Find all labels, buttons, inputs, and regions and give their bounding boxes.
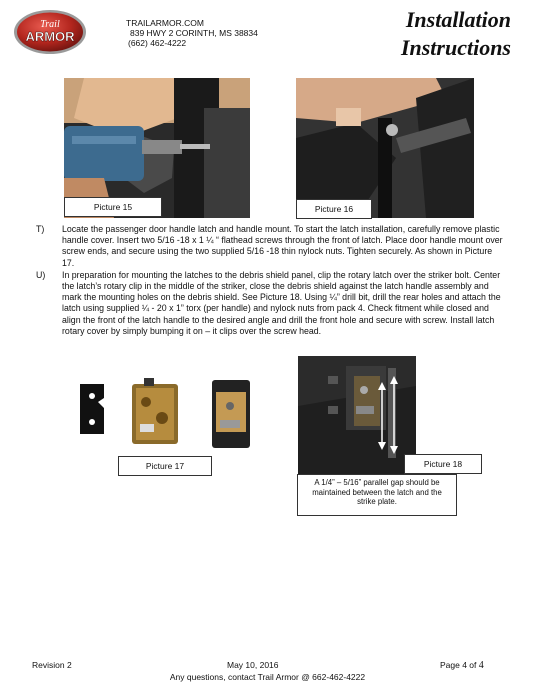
picture-18-label: Picture 18	[423, 459, 463, 469]
trail-armor-logo	[12, 8, 88, 56]
picture-17-label: Picture 17	[145, 461, 185, 471]
title-line-2: Instructions	[400, 35, 511, 60]
page-title	[401, 6, 511, 62]
instruction-steps	[36, 224, 504, 338]
company-info	[126, 18, 258, 48]
picture-15-label: Picture 15	[93, 202, 133, 212]
step-u-letter: U)	[36, 269, 46, 280]
footer-page	[440, 660, 484, 671]
picture-16-label: Picture 16	[314, 204, 354, 214]
picture-18-photo	[298, 356, 416, 474]
picture-16-photo	[296, 78, 474, 218]
footer-page-total: 4	[478, 660, 484, 671]
footer-date: May 10, 2016	[227, 660, 279, 670]
picture-17-photo	[74, 378, 274, 454]
company-address: 839 HWY 2 CORINTH, MS 38834	[130, 28, 258, 38]
title-line-1: Installation	[405, 7, 511, 32]
step-t-letter: T)	[36, 224, 45, 234]
picture-15-caption	[64, 197, 162, 217]
step-t	[36, 224, 504, 269]
company-phone: (662) 462-4222	[128, 38, 187, 48]
gap-note-text: A 1/4” – 5/16” parallel gap should be maintained between the latch and the strike plate.	[312, 478, 442, 506]
gap-note-box	[297, 474, 457, 516]
picture-16-caption	[296, 199, 372, 219]
logo-text-main: ARMOR	[25, 29, 75, 44]
footer-page-label: Page 4 of	[440, 660, 477, 670]
company-website: TRAILARMOR.COM	[126, 18, 204, 28]
picture-18-caption	[404, 454, 482, 474]
logo-text-top: Trail	[40, 19, 60, 30]
step-t-text: Locate the passenger door handle latch and handle mount. To start the latch installation, carefully remove plastic handle cover. Insert two 5/16 -18 x 1 ¼ “ flathead screws through the front of latch. Place door handle mount over screw ends, and secure using the two supplied 5/16 -18 thin nylock nuts. Tighten securely. As shown in Picture 17.	[62, 224, 503, 268]
picture-17-caption	[118, 456, 212, 476]
step-u	[36, 270, 504, 337]
footer-revision: Revision 2	[32, 660, 72, 670]
footer-contact: Any questions, contact Trail Armor @ 662-462-4222	[169, 672, 366, 682]
step-u-text: In preparation for mounting the latches to the debris shield panel, clip the rotary latch over the striker bolt. Center the latch’s rotary clip in the middle of the striker, close the debris shield against the latch handle assembly and mark the mounting holes on the debris shield. See Picture 18. Using ¼” drill bit, drill the rear holes and attach the latch using supplied ¼ - 20 x 1” torx (per handle) and nylock nuts from pack 4. Check fitment while closed and align the front of the latch handle to the desired angle and drill the front hole and secure with screw. Install latch rotary cover by simply bumping it on – it clips over the screw head.	[62, 269, 501, 336]
